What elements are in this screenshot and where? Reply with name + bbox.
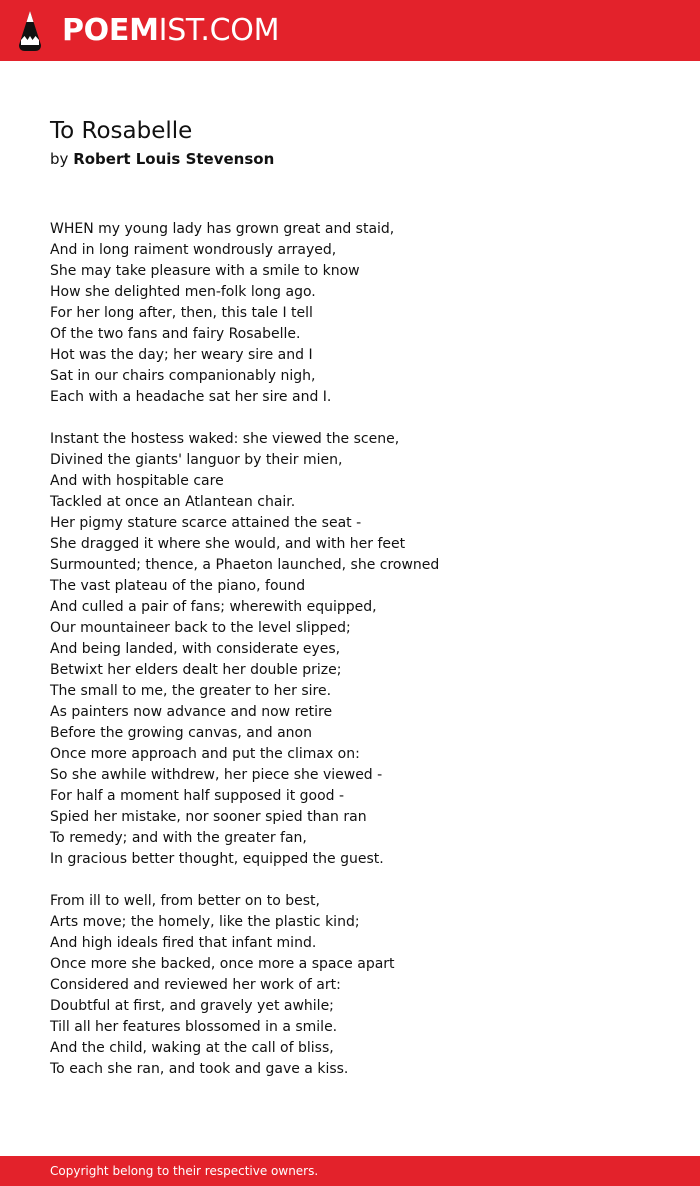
poem-line: Spied her mistake, nor sooner spied than ran (50, 809, 367, 825)
poem-line: Each with a headache sat her sire and I. (50, 389, 332, 405)
poem-line: Doubtful at first, and gravely yet awhile; (50, 998, 334, 1014)
poem-line: For half a moment half supposed it good - (50, 788, 345, 804)
site-logo-text (62, 13, 280, 48)
poem-line: So she awhile withdrew, her piece she viewed - (50, 767, 383, 783)
poem-line: To each she ran, and took and gave a kiss. (50, 1061, 349, 1077)
poem-line: She may take pleasure with a smile to know (50, 263, 360, 279)
poem-line: To remedy; and with the greater fan, (50, 830, 307, 846)
poem-line: WHEN my young lady has grown great and staid, (50, 221, 395, 237)
poem-line: The small to me, the greater to her sire. (50, 683, 332, 699)
poem-stanza (50, 891, 670, 1080)
poem-line: The vast plateau of the piano, found (50, 578, 306, 594)
copyright-notice: Copyright belong to their respective owners. (50, 1164, 319, 1178)
poem-line: And in long raiment wondrously arrayed, (50, 242, 337, 258)
poem-line: Tackled at once an Atlantean chair. (50, 494, 296, 510)
poem-stanza (50, 219, 670, 408)
poem-line: And culled a pair of fans; wherewith equipped, (50, 599, 377, 615)
poem-title: To Rosabelle (50, 118, 193, 144)
poem-line: Our mountaineer back to the level slipped; (50, 620, 351, 636)
poem-line: Sat in our chairs companionably nigh, (50, 368, 316, 384)
poem-line: Divined the giants' languor by their mien, (50, 452, 343, 468)
poem-line: Her pigmy stature scarce attained the seat - (50, 515, 362, 531)
byline-label: by (50, 150, 69, 168)
poem-line: Till all her features blossomed in a smile. (50, 1019, 338, 1035)
poem-line: How she delighted men-folk long ago. (50, 284, 316, 300)
poem-line: In gracious better thought, equipped the guest. (50, 851, 384, 867)
poem-line: And high ideals fired that infant mind. (50, 935, 317, 951)
site-footer (0, 1156, 700, 1186)
poem-line: For her long after, then, this tale I tell (50, 305, 313, 321)
poem-body (50, 219, 670, 1101)
logo-light-text: IST.COM (158, 13, 280, 48)
poem-line: From ill to well, from better on to best, (50, 893, 320, 909)
poem-author: Robert Louis Stevenson (73, 150, 275, 168)
poem-stanza (50, 429, 670, 870)
poem-line: Instant the hostess waked: she viewed the scene, (50, 431, 400, 447)
poem-line: She dragged it where she would, and with her feet (50, 536, 406, 552)
logo-strong-text: POEM (62, 13, 159, 48)
site-logo-link[interactable] (18, 9, 279, 53)
poem-line: Hot was the day; her weary sire and I (50, 347, 313, 363)
poem-line: Considered and reviewed her work of art: (50, 977, 341, 993)
poem-line: Betwixt her elders dealt her double prize; (50, 662, 342, 678)
poem-line: As painters now advance and now retire (50, 704, 333, 720)
poem-line: And with hospitable care (50, 473, 224, 489)
poem-line: And being landed, with considerate eyes, (50, 641, 341, 657)
poem-line: Before the growing canvas, and anon (50, 725, 312, 741)
poem-line: Once more she backed, once more a space apart (50, 956, 395, 972)
poem-line: Once more approach and put the climax on: (50, 746, 360, 762)
poem-line: Of the two fans and fairy Rosabelle. (50, 326, 301, 342)
pencil-tip-icon (18, 10, 42, 52)
poem-byline (50, 148, 274, 170)
poem-line: Surmounted; thence, a Phaeton launched, she crowned (50, 557, 440, 573)
site-header (0, 0, 700, 61)
poem-line: Arts move; the homely, like the plastic kind; (50, 914, 360, 930)
poem-line: And the child, waking at the call of bliss, (50, 1040, 334, 1056)
